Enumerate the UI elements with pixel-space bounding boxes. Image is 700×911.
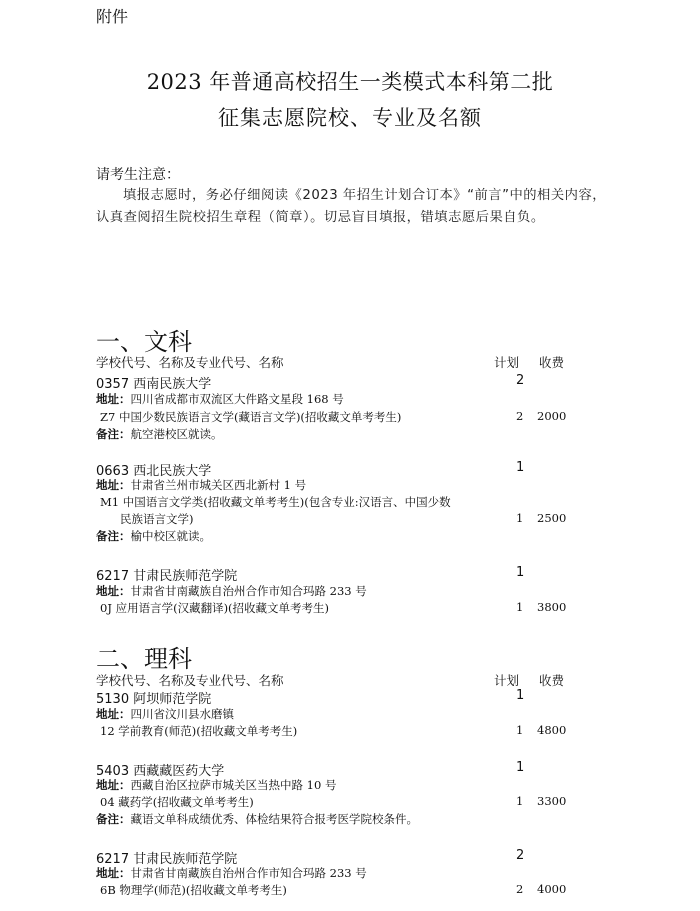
school-row (96, 460, 606, 479)
address-text: 甘肃省兰州市城关区西北新村 1 号 (130, 478, 307, 492)
major-row (96, 409, 606, 425)
major-text: 12 学前教育(师范)(招收藏文单考考生) (100, 724, 298, 738)
major-plan: 2 (516, 409, 524, 423)
note-text: 藏语文单科成绩优秀、体检结果符合报考医学院校条件。 (130, 812, 418, 826)
school-plan: 1 (516, 760, 525, 775)
address-label: 地址： (96, 584, 131, 598)
major-fee: 3800 (537, 600, 567, 614)
major-row (96, 723, 606, 739)
address-label: 地址： (96, 392, 131, 406)
major-fee: 2000 (537, 409, 567, 423)
note-label: 备注： (96, 427, 131, 441)
major-plan: 1 (516, 511, 524, 525)
school-address (96, 777, 606, 793)
school-address (96, 391, 606, 407)
school-row (96, 688, 606, 707)
table-header (96, 353, 606, 371)
major-fee: 4800 (537, 723, 567, 737)
major-plan: 2 (516, 882, 524, 896)
address-label: 地址： (96, 778, 131, 792)
school-code-name: 6217 甘肃民族师范学院 (96, 852, 238, 867)
attachment-label: 附件 (96, 7, 129, 26)
major-text: 0J 应用语言学(汉藏翻译)(招收藏文单考考生) (100, 601, 330, 615)
note-text: 航空港校区就读。 (130, 427, 223, 441)
notice-heading: 请考生注意： (96, 167, 180, 183)
address-text: 西藏自治区拉萨市城关区当热中路 10 号 (130, 778, 337, 792)
major-text: M1 中国语言文学类(招收藏文单考考生)(包含专业:汉语言、中国少数 (100, 495, 451, 509)
header-plan: 计划 (494, 355, 520, 370)
school-code-name: 5130 阿坝师范学院 (96, 692, 212, 707)
header-name: 学校代号、名称及专业代号、名称 (96, 355, 284, 370)
address-label: 地址： (96, 866, 131, 880)
school-row (96, 565, 606, 584)
address-text: 甘肃省甘南藏族自治州合作市知合玛路 233 号 (130, 866, 367, 880)
major-row-continued (96, 511, 606, 527)
section-title-wenke: 一、文科 (96, 328, 192, 356)
note-text: 榆中校区就读。 (130, 529, 211, 543)
header-plan: 计划 (494, 673, 520, 688)
notice-text: 填报志愿时，务必仔细阅读《2023 年招生计划合订本》“前言”中的相关内容，认真查阅招生院校招生章程（简章）。切忌盲目填报，错填志愿后果自负。 (96, 188, 607, 225)
address-label: 地址： (96, 707, 131, 721)
major-plan: 1 (516, 600, 524, 614)
header-fee: 收费 (539, 673, 565, 688)
school-code-name: 5403 西藏藏医药大学 (96, 764, 225, 779)
school-note (96, 811, 606, 827)
major-fee: 2500 (537, 511, 567, 525)
major-plan: 1 (516, 794, 524, 808)
major-text-continued: 民族语言文学) (120, 512, 194, 526)
school-plan: 2 (516, 373, 525, 388)
school-note (96, 426, 606, 442)
school-row (96, 848, 606, 867)
address-text: 四川省成都市双流区大件路文星段 168 号 (130, 392, 344, 406)
school-plan: 1 (516, 460, 525, 475)
major-row (96, 794, 606, 810)
major-text: Z7 中国少数民族语言文学(藏语言文学)(招收藏文单考考生) (100, 410, 402, 424)
document-title-line2: 征集志愿院校、专业及名额 (218, 106, 482, 130)
major-fee: 3300 (537, 794, 567, 808)
major-row (96, 494, 606, 510)
school-row (96, 760, 606, 779)
school-plan: 2 (516, 848, 525, 863)
school-code-name: 6217 甘肃民族师范学院 (96, 569, 238, 584)
section-title-like: 二、理科 (96, 645, 192, 673)
table-header (96, 671, 606, 689)
school-note (96, 528, 606, 544)
school-code-name: 0663 西北民族大学 (96, 464, 212, 479)
document-title-line1: 2023 年普通高校招生一类模式本科第二批 (146, 70, 554, 94)
major-plan: 1 (516, 723, 524, 737)
school-row (96, 373, 606, 392)
school-plan: 1 (516, 688, 525, 703)
note-label: 备注： (96, 812, 131, 826)
school-address (96, 477, 606, 493)
major-text: 6B 物理学(师范)(招收藏文单考考生) (100, 883, 287, 897)
major-text: 04 藏药学(招收藏文单考考生) (100, 795, 254, 809)
note-label: 备注： (96, 529, 131, 543)
school-address (96, 865, 606, 881)
major-row (96, 882, 606, 898)
major-fee: 4000 (537, 882, 567, 896)
address-text: 甘肃省甘南藏族自治州合作市知合玛路 233 号 (130, 584, 367, 598)
school-code-name: 0357 西南民族大学 (96, 377, 212, 392)
header-fee: 收费 (539, 355, 565, 370)
address-text: 四川省汶川县水磨镇 (130, 707, 234, 721)
school-address (96, 706, 606, 722)
school-plan: 1 (516, 565, 525, 580)
school-address (96, 583, 606, 599)
major-row (96, 600, 606, 616)
address-label: 地址： (96, 478, 131, 492)
header-name: 学校代号、名称及专业代号、名称 (96, 673, 284, 688)
